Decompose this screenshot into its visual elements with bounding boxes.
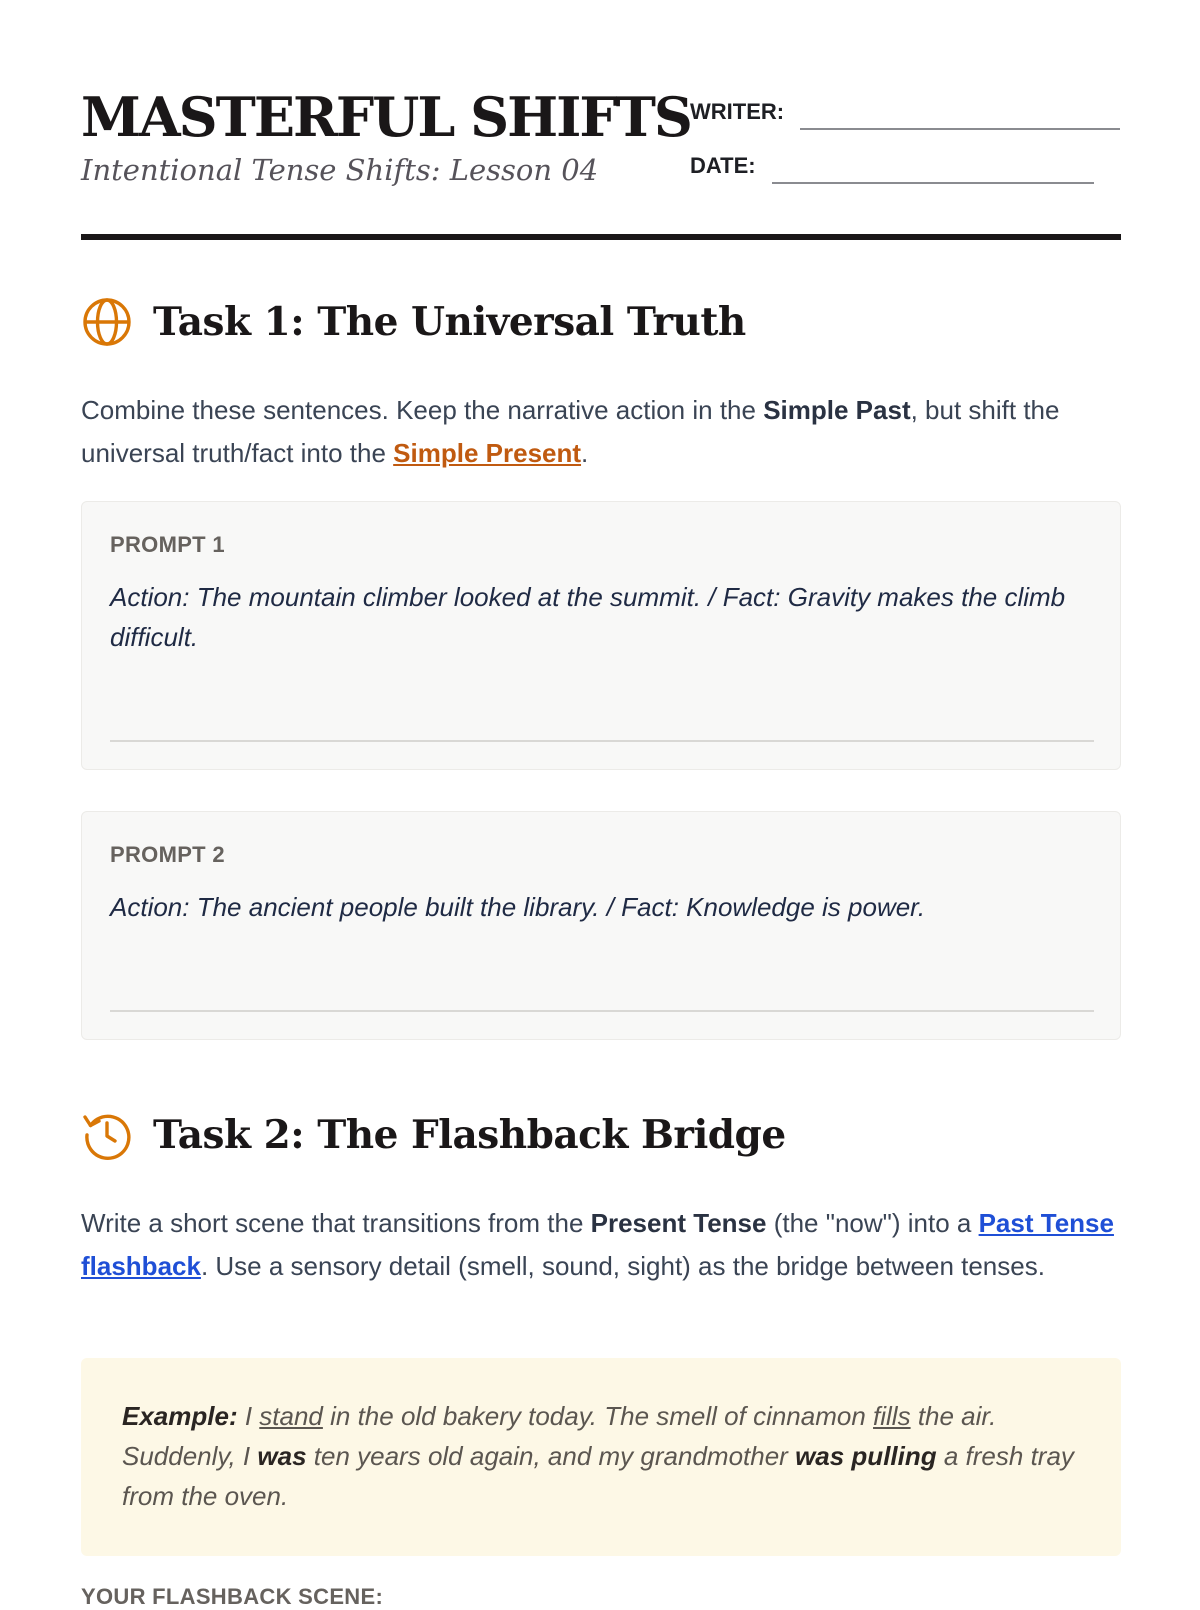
prompt-card-1 [81, 501, 1121, 770]
task2-instructions [81, 1202, 1121, 1288]
worksheet-page [81, 0, 1121, 1609]
history-icon [81, 1109, 133, 1161]
writer-field[interactable] [800, 128, 1120, 130]
flashback-scene-label: YOUR FLASHBACK SCENE: [81, 1584, 384, 1609]
example-bold-verb: was [257, 1441, 307, 1471]
example-text [122, 1396, 1082, 1516]
worksheet-subtitle: Intentional Tense Shifts: Lesson 04 [81, 153, 599, 187]
example-segment: I [237, 1401, 260, 1431]
globe-icon [81, 296, 133, 348]
header-divider [81, 234, 1121, 240]
example-bold-verb: was pulling [795, 1441, 937, 1471]
task1-instr-e: . [581, 438, 589, 468]
date-row [690, 152, 1094, 180]
prompt-text: Action: The ancient people built the library. / Fact: Knowledge is power. [110, 892, 926, 922]
worksheet-title: MASTERFUL SHIFTS [81, 85, 691, 149]
date-label: DATE: [690, 153, 756, 178]
task2-heading [81, 1109, 786, 1161]
task1-instructions [81, 389, 1121, 475]
term-present-tense: Present Tense [590, 1208, 767, 1238]
answer-line[interactable] [110, 740, 1094, 742]
task1-instr-a: Combine these sentences. Keep the narrative action in the [81, 395, 764, 425]
task2-instr-e: . Use a sensory detail (smell, sound, sight) as the bridge between tenses. [200, 1251, 1045, 1281]
prompt-label: PROMPT 1 [110, 532, 225, 557]
example-segment: a fresh tray from the oven. [122, 1441, 1074, 1511]
task1-title: Task 1: The Universal Truth [153, 299, 746, 345]
writer-label: WRITER: [690, 99, 785, 124]
task2-title: Task 2: The Flashback Bridge [153, 1112, 786, 1158]
prompt-label: PROMPT 2 [110, 842, 225, 867]
term-simple-past: Simple Past [763, 395, 911, 425]
task2-instr-c: (the "now") into a [766, 1208, 979, 1238]
task2-instr-a: Write a short scene that transitions from the [81, 1208, 591, 1238]
prompt-card-2 [81, 811, 1121, 1040]
example-segment: ten years old again, and my grandmother [306, 1441, 796, 1471]
date-field[interactable] [772, 182, 1094, 184]
task1-heading [81, 296, 746, 348]
writer-row [690, 98, 1120, 126]
term-simple-present: Simple Present [393, 438, 582, 468]
prompt-text: Action: The mountain climber looked at the summit. / Fact: Gravity makes the climb difficult. [110, 582, 1066, 652]
example-underlined-verb: fills [873, 1401, 911, 1431]
example-card [81, 1358, 1121, 1556]
term-past-tense-flashback: Past Tense flashback [81, 1208, 1114, 1281]
worksheet-header [81, 82, 1121, 242]
example-segment: in the old bakery today. The smell of cinnamon [322, 1401, 874, 1431]
example-label: Example: [122, 1401, 238, 1431]
example-underlined-verb: stand [259, 1401, 323, 1431]
example-segment: the air. Suddenly, I [122, 1401, 997, 1471]
answer-line[interactable] [110, 1010, 1094, 1012]
task1-instr-c: , but shift the universal truth/fact into the [81, 395, 1060, 468]
